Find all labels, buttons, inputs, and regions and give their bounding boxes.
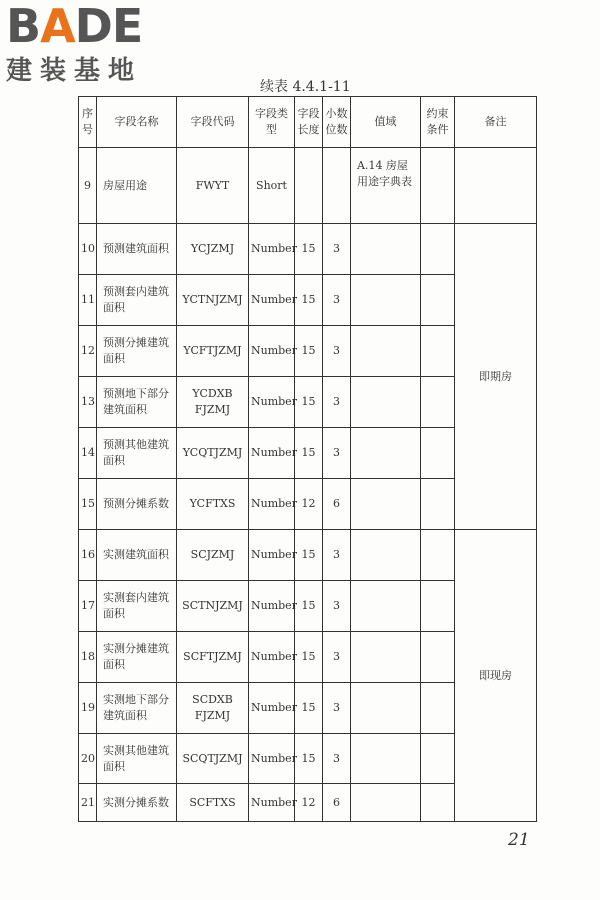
- field-code: FWYT: [177, 148, 249, 224]
- field-length: 12: [295, 784, 323, 822]
- field-name: 实测分摊系数: [97, 784, 177, 822]
- field-domain: [351, 479, 421, 530]
- table-row: [79, 530, 537, 581]
- field-constraint: [421, 784, 455, 822]
- field-decimals: 3: [323, 683, 351, 734]
- row-number: 14: [79, 428, 97, 479]
- field-domain: [351, 734, 421, 784]
- row-number: 9: [79, 148, 97, 224]
- field-constraint: [421, 377, 455, 428]
- field-decimals: 3: [323, 428, 351, 479]
- row-number: 20: [79, 734, 97, 784]
- field-constraint: [421, 734, 455, 784]
- row-number: 18: [79, 632, 97, 683]
- table-row: [79, 224, 537, 275]
- field-table: [78, 96, 537, 822]
- field-length: 15: [295, 326, 323, 377]
- header-cell: 字段名称: [97, 97, 177, 148]
- field-decimals: 3: [323, 632, 351, 683]
- field-name: 预测地下部分建筑面积: [97, 377, 177, 428]
- field-decimals: 3: [323, 275, 351, 326]
- field-code: YCDXB FJZMJ: [177, 377, 249, 428]
- row-number: 10: [79, 224, 97, 275]
- field-code: SCQTJZMJ: [177, 734, 249, 784]
- field-name: 实测套内建筑面积: [97, 581, 177, 632]
- field-constraint: [421, 428, 455, 479]
- header-cell: 小数位数: [323, 97, 351, 148]
- field-code: YCQTJZMJ: [177, 428, 249, 479]
- field-name: 房屋用途: [97, 148, 177, 224]
- row-number: 16: [79, 530, 97, 581]
- field-domain: [351, 683, 421, 734]
- field-name: 预测套内建筑面积: [97, 275, 177, 326]
- bade-logo: [6, 2, 176, 86]
- field-code: YCJZMJ: [177, 224, 249, 275]
- field-domain: A.14 房屋用途字典表: [351, 148, 421, 224]
- field-type: Number: [249, 632, 295, 683]
- field-decimals: 3: [323, 224, 351, 275]
- field-domain: [351, 581, 421, 632]
- field-constraint: [421, 224, 455, 275]
- field-name: 实测地下部分建筑面积: [97, 683, 177, 734]
- field-length: 15: [295, 377, 323, 428]
- field-type: Short: [249, 148, 295, 224]
- header-cell: 序号: [79, 97, 97, 148]
- field-type: Number: [249, 428, 295, 479]
- field-type: Number: [249, 581, 295, 632]
- field-code: SCJZMJ: [177, 530, 249, 581]
- field-domain: [351, 632, 421, 683]
- field-type: Number: [249, 479, 295, 530]
- field-decimals: 3: [323, 377, 351, 428]
- logo-subtitle: 建装基地: [6, 56, 143, 86]
- group-note-presale: 即期房: [455, 224, 537, 530]
- header-cell: 字段长度: [295, 97, 323, 148]
- field-constraint: [421, 275, 455, 326]
- field-code: YCFTJZMJ: [177, 326, 249, 377]
- row-number: 12: [79, 326, 97, 377]
- field-constraint: [421, 632, 455, 683]
- header-cell: 备注: [455, 97, 537, 148]
- field-domain: [351, 326, 421, 377]
- row-number: 17: [79, 581, 97, 632]
- field-type: Number: [249, 326, 295, 377]
- field-decimals: 3: [323, 530, 351, 581]
- field-name: 预测分摊建筑面积: [97, 326, 177, 377]
- field-code: SCFTJZMJ: [177, 632, 249, 683]
- field-length: 15: [295, 530, 323, 581]
- field-name: 实测其他建筑面积: [97, 734, 177, 784]
- field-constraint: [421, 581, 455, 632]
- field-note: [455, 148, 537, 224]
- field-code: YCFTXS: [177, 479, 249, 530]
- field-domain: [351, 275, 421, 326]
- field-length: 12: [295, 479, 323, 530]
- field-domain: [351, 377, 421, 428]
- field-constraint: [421, 326, 455, 377]
- field-length: 15: [295, 683, 323, 734]
- field-decimals: 3: [323, 326, 351, 377]
- field-length: 15: [295, 275, 323, 326]
- field-domain: [351, 530, 421, 581]
- field-constraint: [421, 479, 455, 530]
- field-length: 15: [295, 224, 323, 275]
- field-constraint: [421, 530, 455, 581]
- field-constraint: [421, 148, 455, 224]
- field-name: 预测建筑面积: [97, 224, 177, 275]
- field-domain: [351, 428, 421, 479]
- field-length: 15: [295, 632, 323, 683]
- table-row: [79, 148, 537, 224]
- field-decimals: 6: [323, 479, 351, 530]
- table-header-row: [79, 97, 537, 148]
- field-length: 15: [295, 581, 323, 632]
- field-type: Number: [249, 377, 295, 428]
- field-decimals: 6: [323, 784, 351, 822]
- field-type: Number: [249, 734, 295, 784]
- field-name: 预测其他建筑面积: [97, 428, 177, 479]
- field-name: 实测建筑面积: [97, 530, 177, 581]
- row-number: 19: [79, 683, 97, 734]
- field-code: SCDXB FJZMJ: [177, 683, 249, 734]
- field-domain: [351, 784, 421, 822]
- header-cell: 值域: [351, 97, 421, 148]
- field-type: Number: [249, 784, 295, 822]
- page-number: 21: [508, 830, 530, 850]
- field-code: SCTNJZMJ: [177, 581, 249, 632]
- field-code: YCTNJZMJ: [177, 275, 249, 326]
- field-name: 实测分摊建筑面积: [97, 632, 177, 683]
- field-length: [295, 148, 323, 224]
- field-code: SCFTXS: [177, 784, 249, 822]
- table-title: 续表 4.4.1-11: [260, 79, 351, 95]
- field-length: 15: [295, 428, 323, 479]
- field-decimals: [323, 148, 351, 224]
- row-number: 13: [79, 377, 97, 428]
- field-type: Number: [249, 530, 295, 581]
- row-number: 15: [79, 479, 97, 530]
- field-type: Number: [249, 683, 295, 734]
- row-number: 11: [79, 275, 97, 326]
- field-decimals: 3: [323, 734, 351, 784]
- header-cell: 字段代码: [177, 97, 249, 148]
- logo-wordmark: BADE: [6, 0, 143, 53]
- header-cell: 字段类型: [249, 97, 295, 148]
- group-note-existing: 即现房: [455, 530, 537, 822]
- field-type: Number: [249, 275, 295, 326]
- header-cell: 约束条件: [421, 97, 455, 148]
- field-type: Number: [249, 224, 295, 275]
- field-name: 预测分摊系数: [97, 479, 177, 530]
- field-decimals: 3: [323, 581, 351, 632]
- field-domain: [351, 224, 421, 275]
- row-number: 21: [79, 784, 97, 822]
- field-length: 15: [295, 734, 323, 784]
- field-constraint: [421, 683, 455, 734]
